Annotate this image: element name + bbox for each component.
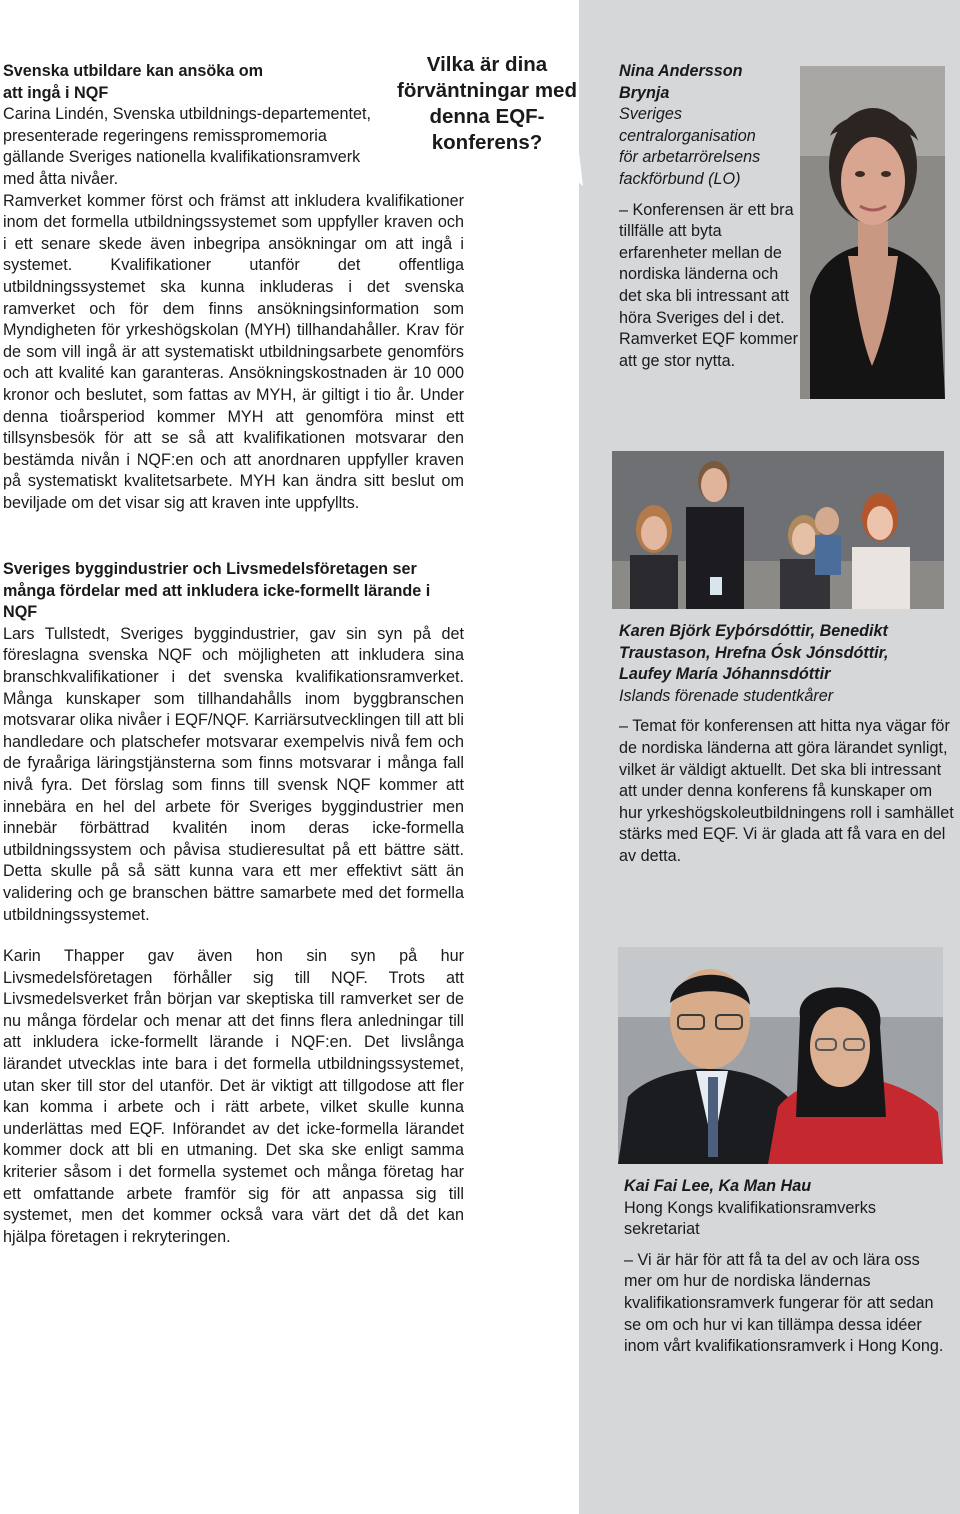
quote-text: – Temat för konferensen att hitta nya vägar för de nordiska länderna att göra lärandet synligt, vilket är väldigt aktuellt. Det ska bli intressant att under denna konferens få kunskaper om hur yrkeshögskoleutbildningens roll i samhället stärks med EQF. Vi är glada att få vara en del av detta. [619, 717, 954, 865]
paragraph: Karin Thapper gav även hon sin syn på hur Livsmedelsföretagen förhåller sig till NQF. Trots att Livsmedelsverket från början var skeptiska till ramverket ser de nu många fördelar och menar att det finns flera anledningar till att inkludera icke-formellt lärande i NQF:en. Det livslånga lärandet utvecklas inte bara i det formella utbildningssystemet, utan sker till stor del utanför. Det är viktigt att tillgodose att fler kan komma i arbete och i rätt arbete, vilket skulle kunna underlättas med EQF. Införandet av det icke-formella lärandet kommer dock att bli en utmaning. Det ska ske enligt samma kriterier såsom i det formella systemet och många företag har ett omfattande arbete framför sig för att anpassa sig till systemet, men det kommer också vara värt det då det kan hjälpa företagen i rekryteringen. [3, 947, 464, 1246]
section-heading: Svenska utbildare kan ansöka om att ingå i NQF [3, 62, 264, 102]
duo-photo [618, 947, 943, 1164]
article-section-livsmedel [3, 946, 464, 1248]
article-section-byggindustrier [3, 559, 464, 926]
group-photo [612, 451, 944, 609]
article-section-nqf [3, 61, 464, 514]
quote-person-name: Nina Andersson Brynja [619, 62, 743, 102]
paragraph: Carina Lindén, Svenska utbildnings-departementet, presenterade regeringens remisspromemoria gällande Sveriges nationella kvalifikationsramverk med åtta nivåer. [3, 105, 372, 188]
quote-block-nina [619, 61, 799, 372]
quote-person-name: Kai Fai Lee, Ka Man Hau [624, 1177, 812, 1195]
quote-organization: Sveriges centralorganisation för arbetarrörelsens fackförbund (LO) [619, 105, 761, 188]
quote-organization: Islands förenade studentkårer [619, 686, 834, 705]
quote-text: – Konferensen är ett bra tillfälle att byta erfarenheter mellan de nordiska länderna och det ska bli intressant att höra Sveriges del i det. Ramverket EQF kommer att ge stor nytta. [619, 200, 798, 370]
section-heading: Sveriges byggindustrier och Livsmedelsföretagen ser många fördelar med att inkludera icke-formellt lärande i NQF [3, 560, 431, 622]
bubble-question: Vilka är dina förväntningar med denna EQF-konferens? [397, 53, 577, 154]
quote-person-name: Karen Björk Eyþórsdóttir, Benedikt Traustason, Hrefna Ósk Jónsdóttir, Laufey María Jóhannsdóttir [619, 622, 889, 684]
paragraph: Ramverket kommer först och främst att inkludera kvalifikationer inom det formella utbildningssystemet som uppfyller kraven och i ett senare skede även inbegripa ansökningar om att ingå i systemet. Kvalifikationer utanför det offentliga utbildningssystemet ska kunna inkluderas i det svenska ramverket och för dem finns ansökningsinformation som Myndigheten för yrkeshögskolan (MYH) tillhandahåller. Krav för de som vill ingå är att systematiskt utbildningsarbete genomförs och att kvalité kan garanteras. Ansökningskostnaden är 10 000 kronor och beslutet, som fattas av MYH, är giltigt i tio år. Under denna tioårsperiod kommer MYH att genomföra minst ett tillsynsbesök för att se så att kvalifikationen motsvarar den bestämda nivån i NQF:en och att anordnaren uppfyller kraven på systematiskt kvalitetsarbete. MYH kan ändra sitt beslut om beviljade om det visar sig att kraven inte uppfyllts. [3, 191, 464, 512]
quote-block-iceland [619, 621, 959, 868]
quote-text: – Vi är här för att få ta del av och lära oss mer om hur de nordiska ländernas kvalifikationsramverk fungerar för att sedan se om och hur vi kan tillämpa dessa idéer inom vårt kvalifikationsramverk i Hong Kong. [624, 1250, 944, 1356]
portrait-photo [800, 66, 945, 399]
quote-organization: Hong Kongs kvalifikationsramverks sekretariat [624, 1198, 876, 1239]
paragraph: Lars Tullstedt, Sveriges byggindustrier, gav sin syn på det föreslagna svenska NQF och möjligheten att inkludera sina branschkvalifikationer i det svenska kvalifikationsramverket. Många kunskaper som tillhandahålls inom byggbranschen motsvarar olika nivåer i EQF/NQF. Karriärsutvecklingen till att bli handledare och platschefer motsvarar exempelvis nivå fem och de fyraåriga läringstjänsterna som finns motsvarar i många fall nivå fyra. Det förslag som finns till svensk NQF kommer att innebära en hel del arbete för Sveriges byggindustrier men innebär förbättrad kvalitén inom deras icke-formella utbildningssystem och påvisa studieresultat på ett bättre sätt. Detta skulle på så sätt kunna vara ett mer effektivt sätt än validering och ge branschen bättre samarbete med det formella utbildningssystemet. [3, 624, 464, 924]
quote-block-hongkong [624, 1176, 944, 1358]
